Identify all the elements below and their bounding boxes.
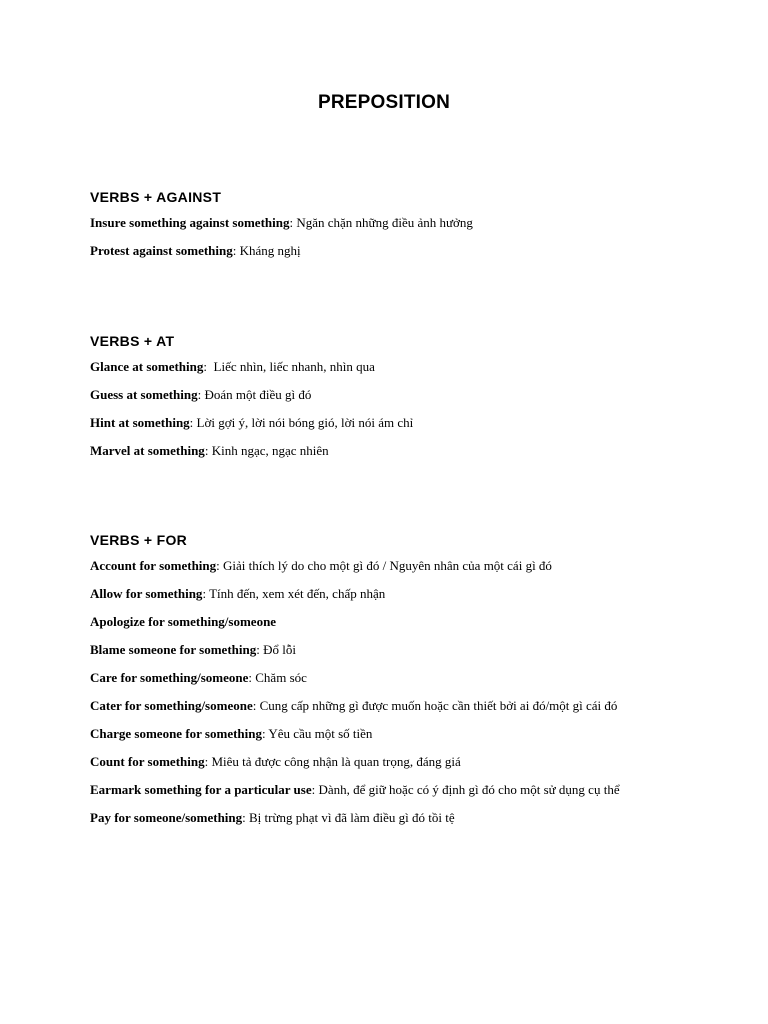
section-verbs-at bbox=[90, 332, 730, 470]
entry-separator: : bbox=[242, 810, 250, 825]
entry bbox=[90, 753, 730, 781]
entry-meaning: Tính đến, xem xét đến, chấp nhận bbox=[209, 586, 386, 601]
entry-term: Hint at something bbox=[90, 415, 190, 430]
section-heading: VERBS + AT bbox=[90, 333, 175, 349]
entry-term: Pay for someone/something bbox=[90, 810, 243, 825]
entry-meaning: Liếc nhìn, liếc nhanh, nhìn qua bbox=[213, 359, 375, 374]
entry-meaning: Yêu cầu một số tiền bbox=[268, 726, 373, 741]
entry-separator: : bbox=[202, 586, 210, 601]
entry bbox=[90, 386, 730, 414]
entry bbox=[90, 781, 730, 809]
entry-separator: : bbox=[189, 415, 197, 430]
entry-separator: : bbox=[256, 642, 264, 657]
entry-term: Apologize for something/someone bbox=[90, 614, 277, 629]
entry-meaning: Giải thích lý do cho một gì đó / Nguyên nhân của một cái gì đó bbox=[223, 558, 552, 573]
entry-separator: : bbox=[311, 782, 319, 797]
entry-separator: : bbox=[252, 698, 260, 713]
entry-separator: : bbox=[197, 387, 205, 402]
entry-meaning: Cung cấp những gì được muốn hoặc cần thiết bởi ai đó/một gì cái đó bbox=[259, 698, 618, 713]
entry bbox=[90, 669, 730, 697]
entry-meaning: Lời gợi ý, lời nói bóng gió, lời nói ám chỉ bbox=[196, 415, 414, 430]
entry-meaning: Bị trừng phạt vì đã làm điều gì đó tồi tệ bbox=[249, 810, 455, 825]
entry-term: Charge someone for something bbox=[90, 726, 262, 741]
section-heading: VERBS + FOR bbox=[90, 532, 188, 548]
entry-meaning: Miêu tả được công nhận là quan trọng, đáng giá bbox=[211, 754, 461, 769]
entry-separator: : bbox=[262, 726, 269, 741]
entry bbox=[90, 613, 730, 641]
entry-term: Marvel at something bbox=[90, 443, 205, 458]
entry-meaning: Kinh ngạc, ngạc nhiên bbox=[211, 443, 329, 458]
entry bbox=[90, 585, 730, 613]
entry-meaning: Chăm sóc bbox=[255, 670, 307, 685]
entry-separator: : bbox=[204, 754, 212, 769]
entry-term: Guess at something bbox=[90, 387, 198, 402]
entry-separator: : bbox=[203, 359, 214, 374]
entry bbox=[90, 809, 730, 837]
entry bbox=[90, 697, 730, 725]
entry-separator: : bbox=[232, 243, 240, 258]
entry-term: Count for something bbox=[90, 754, 205, 769]
entry bbox=[90, 214, 730, 242]
entry-meaning: Đoán một điều gì đó bbox=[204, 387, 312, 402]
entry-separator: : bbox=[248, 670, 256, 685]
entry bbox=[90, 242, 730, 270]
entry-meaning: Đổ lỗi bbox=[263, 642, 296, 657]
entry-term: Care for something/someone bbox=[90, 670, 249, 685]
entry-meaning: Ngăn chặn những điều ảnh hưởng bbox=[296, 215, 473, 230]
section-verbs-for bbox=[90, 531, 730, 837]
section-verbs-against bbox=[90, 188, 730, 270]
entry-term: Earmark something for a particular use bbox=[90, 782, 312, 797]
entry-meaning: Kháng nghị bbox=[239, 243, 301, 258]
entry-term: Protest against something bbox=[90, 243, 233, 258]
entry bbox=[90, 725, 730, 753]
page-title: PREPOSITION bbox=[317, 92, 451, 113]
entry-term: Glance at something bbox=[90, 359, 204, 374]
entry bbox=[90, 358, 730, 386]
entry-term: Insure something against something bbox=[90, 215, 290, 230]
entry-separator: : bbox=[204, 443, 212, 458]
entry-meaning: Dành, để giữ hoặc có ý định gì đó cho một sử dụng cụ thể bbox=[318, 782, 620, 797]
entry bbox=[90, 442, 730, 470]
entry-term: Cater for something/someone bbox=[90, 698, 253, 713]
entry-separator: : bbox=[216, 558, 224, 573]
entry-separator: : bbox=[289, 215, 297, 230]
entry-term: Allow for something bbox=[90, 586, 203, 601]
section-heading: VERBS + AGAINST bbox=[90, 189, 222, 205]
entry bbox=[90, 557, 730, 585]
entry bbox=[90, 414, 730, 442]
entry bbox=[90, 641, 730, 669]
entry-term: Account for something bbox=[90, 558, 217, 573]
entry-term: Blame someone for something bbox=[90, 642, 257, 657]
